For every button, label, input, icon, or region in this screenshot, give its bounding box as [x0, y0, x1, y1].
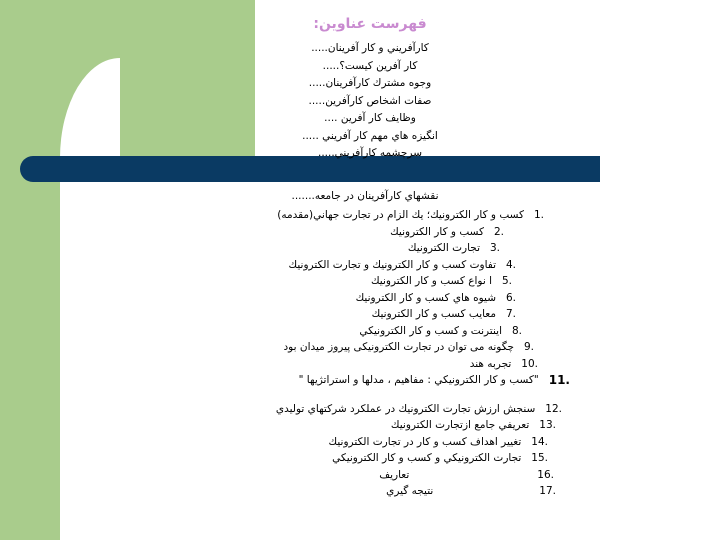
list-item: 17. نتيجه گيري — [386, 485, 556, 497]
list-item: 5. ا نواع كسب و كار الكترونيك — [370, 275, 513, 287]
toc-item: وجوه مشترك كارآفرينان..... — [308, 77, 432, 89]
list-item: 2. كسب و كار الكترونيك — [390, 225, 505, 238]
list-item: 16. تعاريف — [379, 468, 554, 481]
list-item: 10. تجربه هند — [469, 357, 538, 370]
list-item: 12. سنجش ارزش تجارت الكترونيك در عملكرد شركتهاي توليدي — [275, 402, 562, 415]
list-spacer — [120, 389, 570, 401]
list-item: 4. تفاوت كسب و كار الكترونيك و تجارت الكترونيك — [288, 258, 517, 271]
list-item: 15. تجارت الكترونيكي و كسب و كار الكترونيكي — [332, 452, 548, 464]
page-title: فهرست عناوين: — [313, 16, 427, 32]
toc-list — [255, 40, 485, 163]
toc-item: كارآفريني و كار آفرينان..... — [311, 42, 429, 54]
toc-item: سرچشمه كارآفريني..... — [317, 147, 422, 159]
numbered-list — [120, 207, 570, 500]
list-item: 11. "كسب و كار الكترونيكي : مفاهيم ، مدلها و استراتژيها " — [298, 373, 570, 387]
list-item: 14. تغيير اهداف كسب و كار در تجارت الكترونيك — [328, 435, 548, 448]
left-green-bar — [0, 0, 60, 540]
toc-item: كار آفرين كيست؟..... — [322, 59, 418, 72]
intro-line: نقشهاي كارآفرينان در جامعه....... — [291, 190, 439, 202]
list-item: 3. تجارت الكترونيك — [407, 242, 501, 254]
list-item: 9. چگونه می توان در تجارت الكترونيكی پيروز ميدان بود — [283, 341, 535, 353]
list-item: 13. تعريفي جامع ازتجارت الكترونيك — [390, 419, 556, 431]
toc-item: صفات اشخاص كارآفرين..... — [308, 94, 432, 107]
toc-item: وظايف كار آفرين .... — [324, 112, 416, 124]
list-item: 1. كسب و كار الكترونيك؛ يك الزام در تجارت جهاني(مقدمه) — [277, 209, 545, 221]
list-item: 6. شيوه هاي كسب و كار الكترونيك — [355, 291, 517, 304]
list-item: 8. اينترنت و كسب و كار الكترونيكي — [359, 324, 523, 337]
toc-item: انگيزه هاي مهم كار آفريني ..... — [302, 129, 438, 142]
list-item: 7. معايب كسب و كار الكترونيك — [371, 308, 517, 320]
